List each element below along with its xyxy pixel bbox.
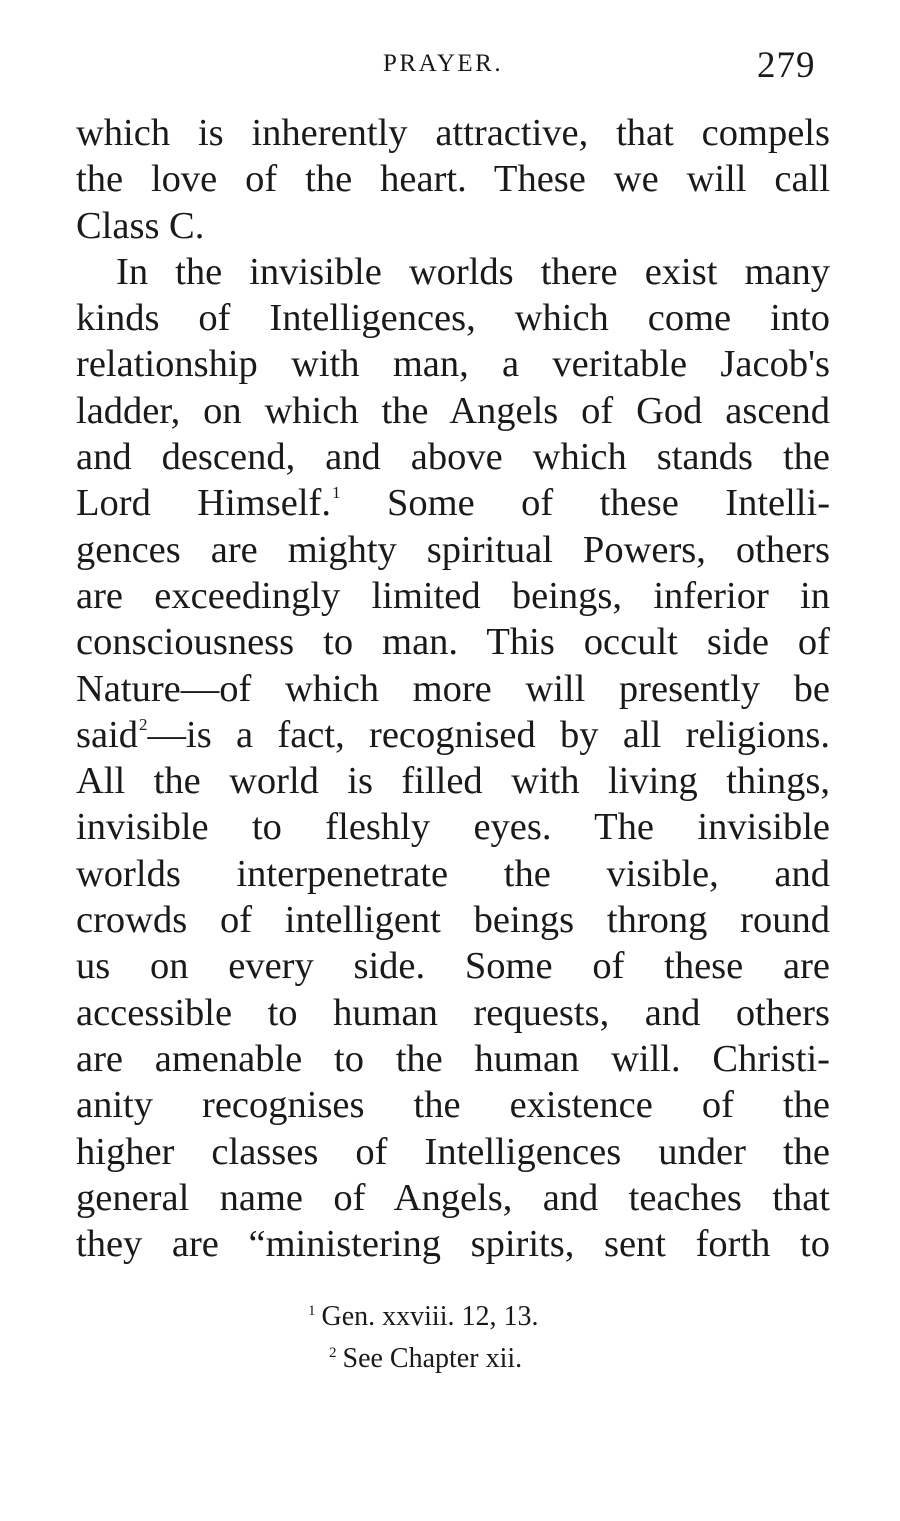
text-segment: said: [76, 713, 139, 756]
text-line: are exceedingly limited beings, inferior in: [76, 574, 830, 617]
text-line: crowds of intelligent beings throng round: [76, 899, 830, 942]
footnote-2: [0, 1332, 900, 1374]
text-line: All the world is filled with living things,: [76, 760, 830, 803]
text-line: general name of Angels, and teaches that: [76, 1176, 830, 1219]
text-line: Nature—of which more will presently be: [76, 667, 830, 710]
text-line: relationship with man, a veritable Jacob's: [76, 343, 830, 386]
body-text: [76, 110, 830, 1267]
footnotes: [0, 1290, 900, 1374]
text-line: invisible to fleshly eyes. The invisible: [76, 806, 830, 849]
text-line: worlds interpenetrate the visible, and: [76, 852, 830, 895]
footnote-marker: 2: [329, 1345, 337, 1361]
text-line: gences are mighty spiritual Powers, others: [76, 528, 830, 571]
text-line: accessible to human requests, and others: [76, 991, 830, 1034]
text-segment: Lord Himself.: [76, 482, 331, 525]
text-line: In the invisible worlds there exist many: [116, 250, 830, 293]
footnote-ref-2: 2: [139, 714, 148, 734]
text-segment: Some of these Intelli-: [386, 482, 831, 525]
text-line-with-footnote: [76, 480, 830, 526]
footnote-text: Gen. xxviii. 12, 13.: [321, 1301, 539, 1332]
text-line: kinds of Intelligences, which come into: [76, 297, 830, 340]
footnote-ref-1: 1: [331, 483, 341, 503]
footnote-marker: 1: [308, 1303, 316, 1319]
text-line: they are “ministering spirits, sent forth to: [76, 1223, 830, 1266]
text-line: consciousness to man. This occult side of: [76, 621, 830, 664]
footnote-text: See Chapter xii.: [342, 1343, 523, 1374]
footnote-1: [0, 1290, 900, 1332]
text-line-with-footnote: [76, 712, 830, 758]
text-line: the love of the heart. These we will call: [76, 158, 830, 201]
running-title: PRAYER.: [383, 50, 504, 77]
text-line: us on every side. Some of these are: [76, 945, 830, 988]
text-line: are amenable to the human will. Christi-: [76, 1037, 830, 1080]
text-line: higher classes of Intelligences under the: [76, 1130, 830, 1173]
text-line: anity recognises the existence of the: [76, 1084, 830, 1127]
text-line: and descend, and above which stands the: [76, 436, 830, 479]
running-head: [0, 45, 900, 88]
text-line: which is inherently attractive, that compels: [76, 112, 830, 154]
text-segment: —is a fact, recognised by all religions.: [147, 713, 830, 756]
page-number: 279: [757, 45, 816, 86]
text-line: Class C.: [76, 204, 205, 247]
text-line: ladder, on which the Angels of God ascend: [76, 389, 830, 432]
